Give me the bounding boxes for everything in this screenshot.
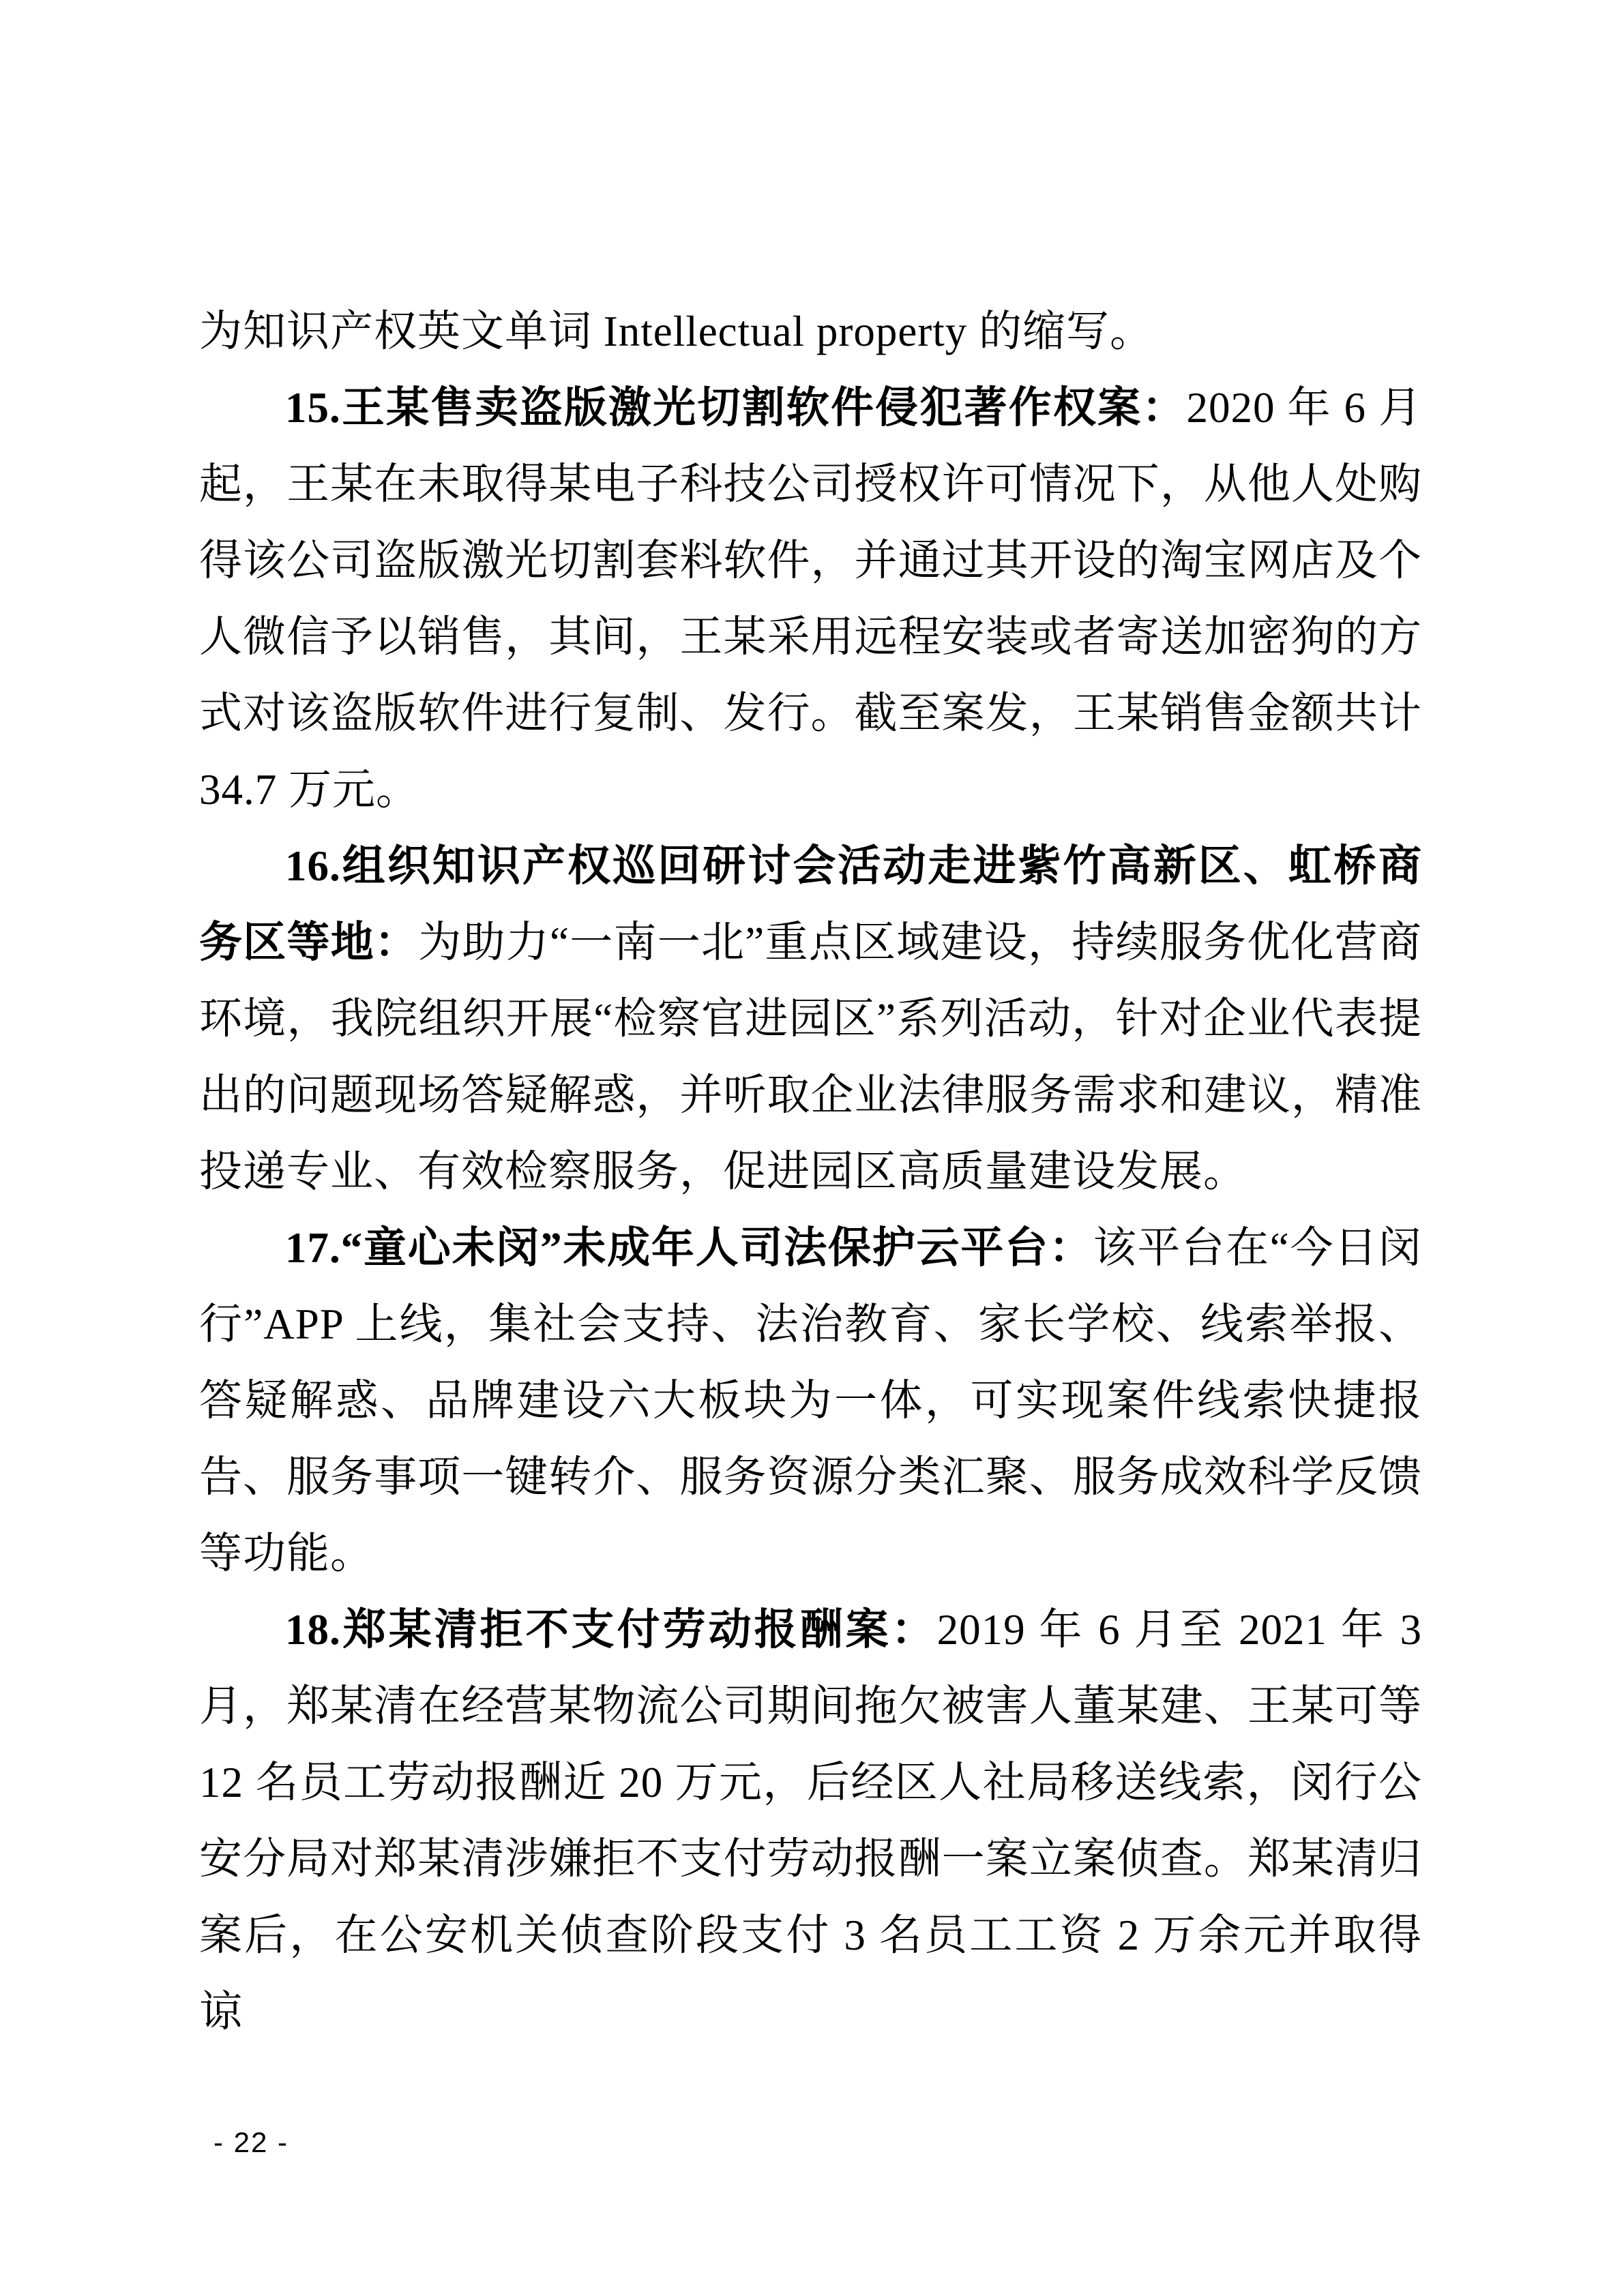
document-body [199,293,1422,2050]
text-run-bold: 18.郑某清拒不支付劳动报酬案： [285,1606,937,1654]
text-run: 2019 年 6 月至 2021 年 3 月，郑某清在经营某物流公司期间拖欠被害人董某建、王某可等 12 名员工劳动报酬近 20 万元，后经区人社局移送线索，闵行公安分局对郑某清涉嫌拒不支付劳动报酬一案立案侦查。郑某清归案后，在公安机关侦查阶段支付 3 名员工工资 2 万余元并取得谅 [199,1606,1423,2036]
paragraph [199,1592,1422,2050]
page-number: - 22 - [213,2126,289,2158]
text-run: 为助力“一南一北”重点区域建设，持续服务优化营商环境，我院组织开展“检察官进园区”系列活动，针对企业代表提出的问题现场答疑解惑，并听取企业法律服务需求和建议，精准投递专业、有效检察服务，促进园区高质量建设发展。 [199,919,1422,1195]
text-run: 为知识产权英文单词 Intellectual property 的缩写。 [199,308,1154,355]
text-run: 该平台在“今日闵行”APP 上线，集社会支持、法治教育、家长学校、线索举报、答疑解惑、品牌建设六大板块为一体，可实现案件线索快捷报告、服务事项一键转介、服务资源分类汇聚、服务成效科学反馈等功能。 [199,1224,1423,1577]
paragraph [199,293,1422,370]
text-run-bold: 15.王某售卖盗版激光切割软件侵犯著作权案： [285,384,1187,432]
text-run: 2020 年 6 月起，王某在未取得某电子科技公司授权许可情况下，从他人处购得该公司盗版激光切割套料软件，并通过其开设的淘宝网店及个人微信予以销售，其间，王某采用远程安装或者寄送加密狗的方式对该盗版软件进行复制、发行。截至案发，王某销售金额共计 34.7 万元。 [199,384,1422,814]
paragraph [199,370,1422,828]
text-run-bold: 16.组织知识产权巡回研讨会活动走进紫竹高新区、虹桥商务区等地： [199,842,1422,966]
paragraph [199,828,1422,1210]
paragraph [199,1210,1422,1592]
text-run-bold: 17.“童心未闵”未成年人司法保护云平台： [285,1224,1093,1272]
